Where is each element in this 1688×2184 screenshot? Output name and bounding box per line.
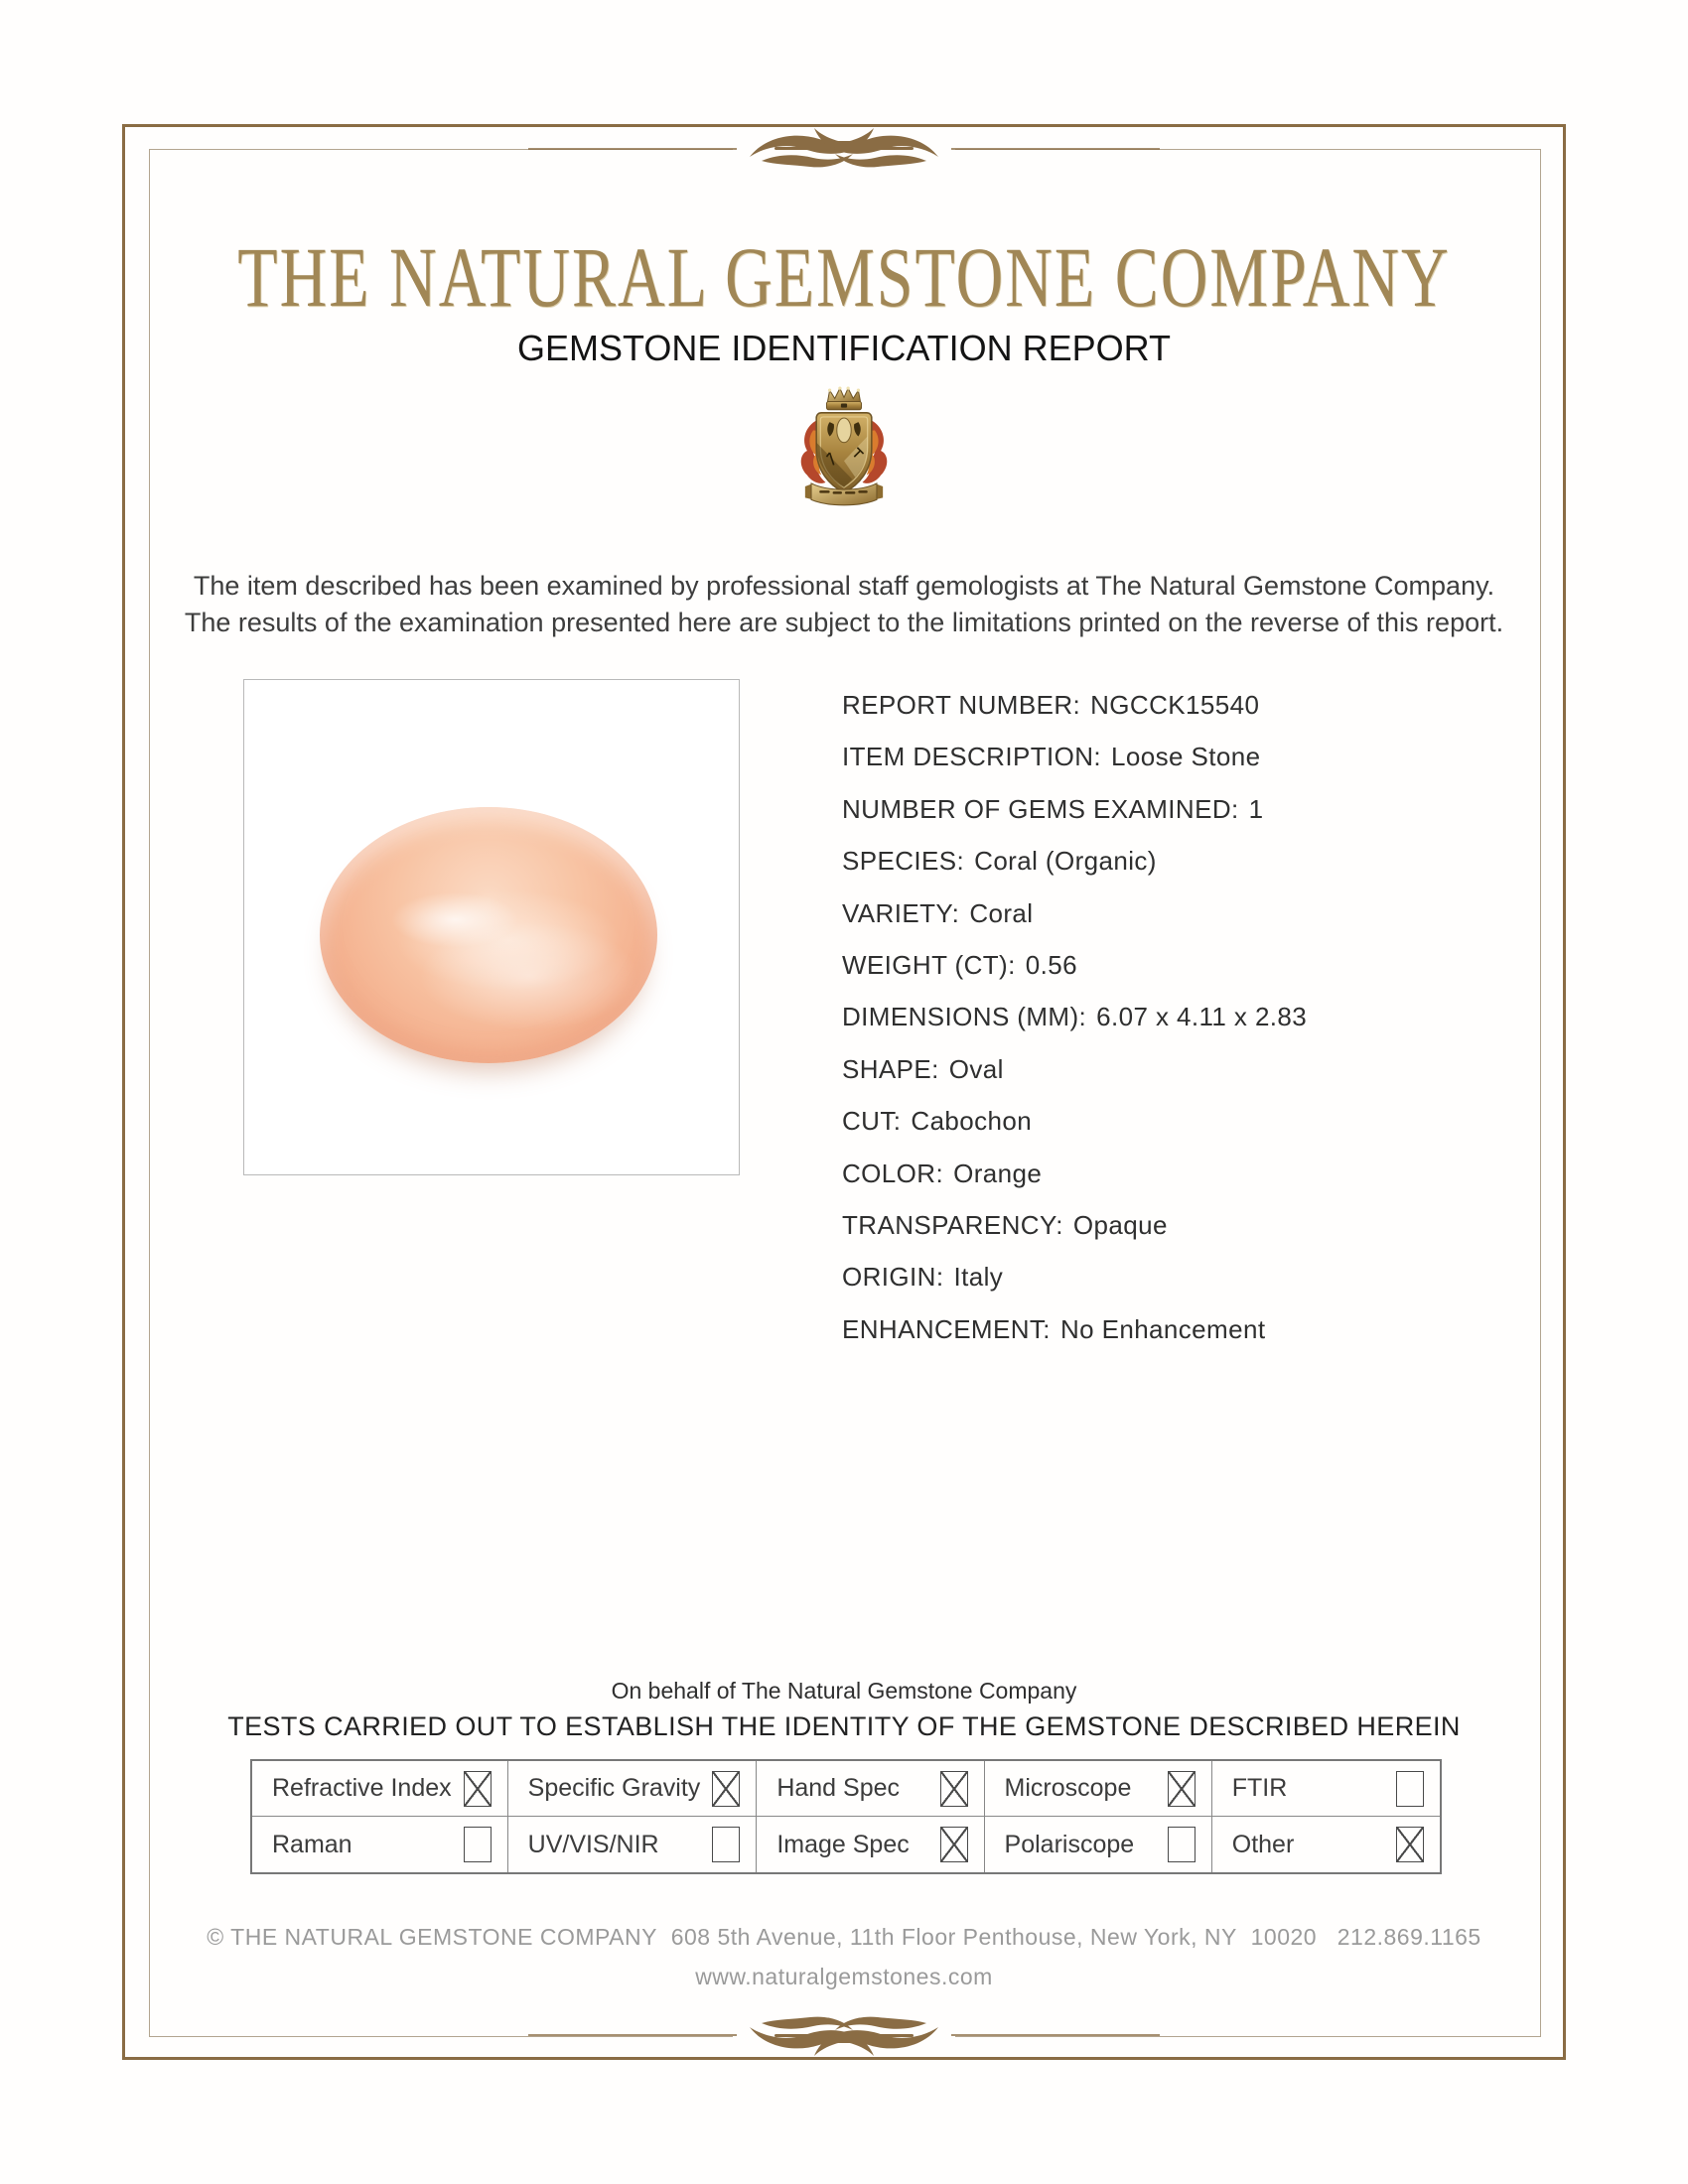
detail-enhancement: ENHANCEMENT: No Enhancement xyxy=(842,1313,1266,1344)
detail-report-number: REPORT NUMBER: NGCCK15540 xyxy=(842,690,1260,720)
checkbox-checked-icon xyxy=(1396,1827,1424,1862)
detail-shape: SHAPE: Oval xyxy=(842,1053,1004,1084)
detail-number-of-gems: NUMBER OF GEMS EXAMINED: 1 xyxy=(842,793,1264,824)
checkbox-empty-icon xyxy=(1168,1827,1196,1862)
test-polariscope: Polariscope xyxy=(985,1817,1212,1872)
test-other: Other xyxy=(1212,1817,1440,1872)
flourish-divider-icon xyxy=(526,127,1162,171)
detail-cut: CUT: Cabochon xyxy=(842,1106,1033,1137)
checkbox-empty-icon xyxy=(1396,1771,1424,1807)
examination-statement xyxy=(0,568,1688,641)
heraldic-crest-icon xyxy=(792,385,896,520)
company-name: THE NATURAL GEMSTONE COMPANY xyxy=(237,230,1451,326)
checkbox-empty-icon xyxy=(464,1827,492,1862)
tests-table xyxy=(250,1759,1442,1874)
flourish-divider-icon xyxy=(526,2013,1162,2057)
detail-variety: VARIETY: Coral xyxy=(842,897,1034,928)
test-hand-spec: Hand Spec xyxy=(757,1761,984,1817)
statement-line-1: The item described has been examined by professional staff gemologists at The Natural Gemstone Company. xyxy=(193,571,1495,601)
test-uv-vis-nir: UV/VIS/NIR xyxy=(508,1817,758,1872)
report-details xyxy=(842,679,1307,1355)
coral-cabochon-image xyxy=(320,807,657,1063)
detail-item-description: ITEM DESCRIPTION: Loose Stone xyxy=(842,742,1261,772)
on-behalf-text: On behalf of The Natural Gemstone Company xyxy=(611,1678,1077,1704)
checkbox-checked-icon xyxy=(712,1771,740,1807)
report-title: GEMSTONE IDENTIFICATION REPORT xyxy=(516,328,1172,368)
test-ftir: FTIR xyxy=(1212,1761,1440,1817)
checkbox-checked-icon xyxy=(940,1771,968,1807)
tests-heading: TESTS CARRIED OUT TO ESTABLISH THE IDENTITY OF THE GEMSTONE DESCRIBED HEREIN xyxy=(227,1711,1461,1741)
test-refractive-index: Refractive Index xyxy=(252,1761,508,1817)
company-website: www.naturalgemstones.com xyxy=(695,1964,993,1989)
checkbox-checked-icon xyxy=(940,1827,968,1862)
company-address: © THE NATURAL GEMSTONE COMPANY 608 5th Avenue, 11th Floor Penthouse, New York, NY 10020 212.869.1165 xyxy=(207,1924,1481,1950)
test-raman: Raman xyxy=(252,1817,508,1872)
detail-weight: WEIGHT (CT): 0.56 xyxy=(842,950,1077,981)
test-image-spec: Image Spec xyxy=(757,1817,984,1872)
statement-line-2: The results of the examination presented here are subject to the limitations printed on the reverse of this report. xyxy=(184,608,1504,637)
detail-transparency: TRANSPARENCY: Opaque xyxy=(842,1210,1168,1241)
detail-dimensions: DIMENSIONS (MM): 6.07 x 4.11 x 2.83 xyxy=(842,1002,1308,1032)
checkbox-checked-icon xyxy=(1168,1771,1196,1807)
test-microscope: Microscope xyxy=(985,1761,1212,1817)
detail-species: SPECIES: Coral (Organic) xyxy=(842,846,1157,877)
gemstone-photo xyxy=(243,679,740,1175)
detail-color: COLOR: Orange xyxy=(842,1158,1043,1188)
checkbox-checked-icon xyxy=(464,1771,492,1807)
detail-origin: ORIGIN: Italy xyxy=(842,1262,1004,1293)
checkbox-empty-icon xyxy=(712,1827,740,1862)
test-specific-gravity: Specific Gravity xyxy=(508,1761,758,1817)
